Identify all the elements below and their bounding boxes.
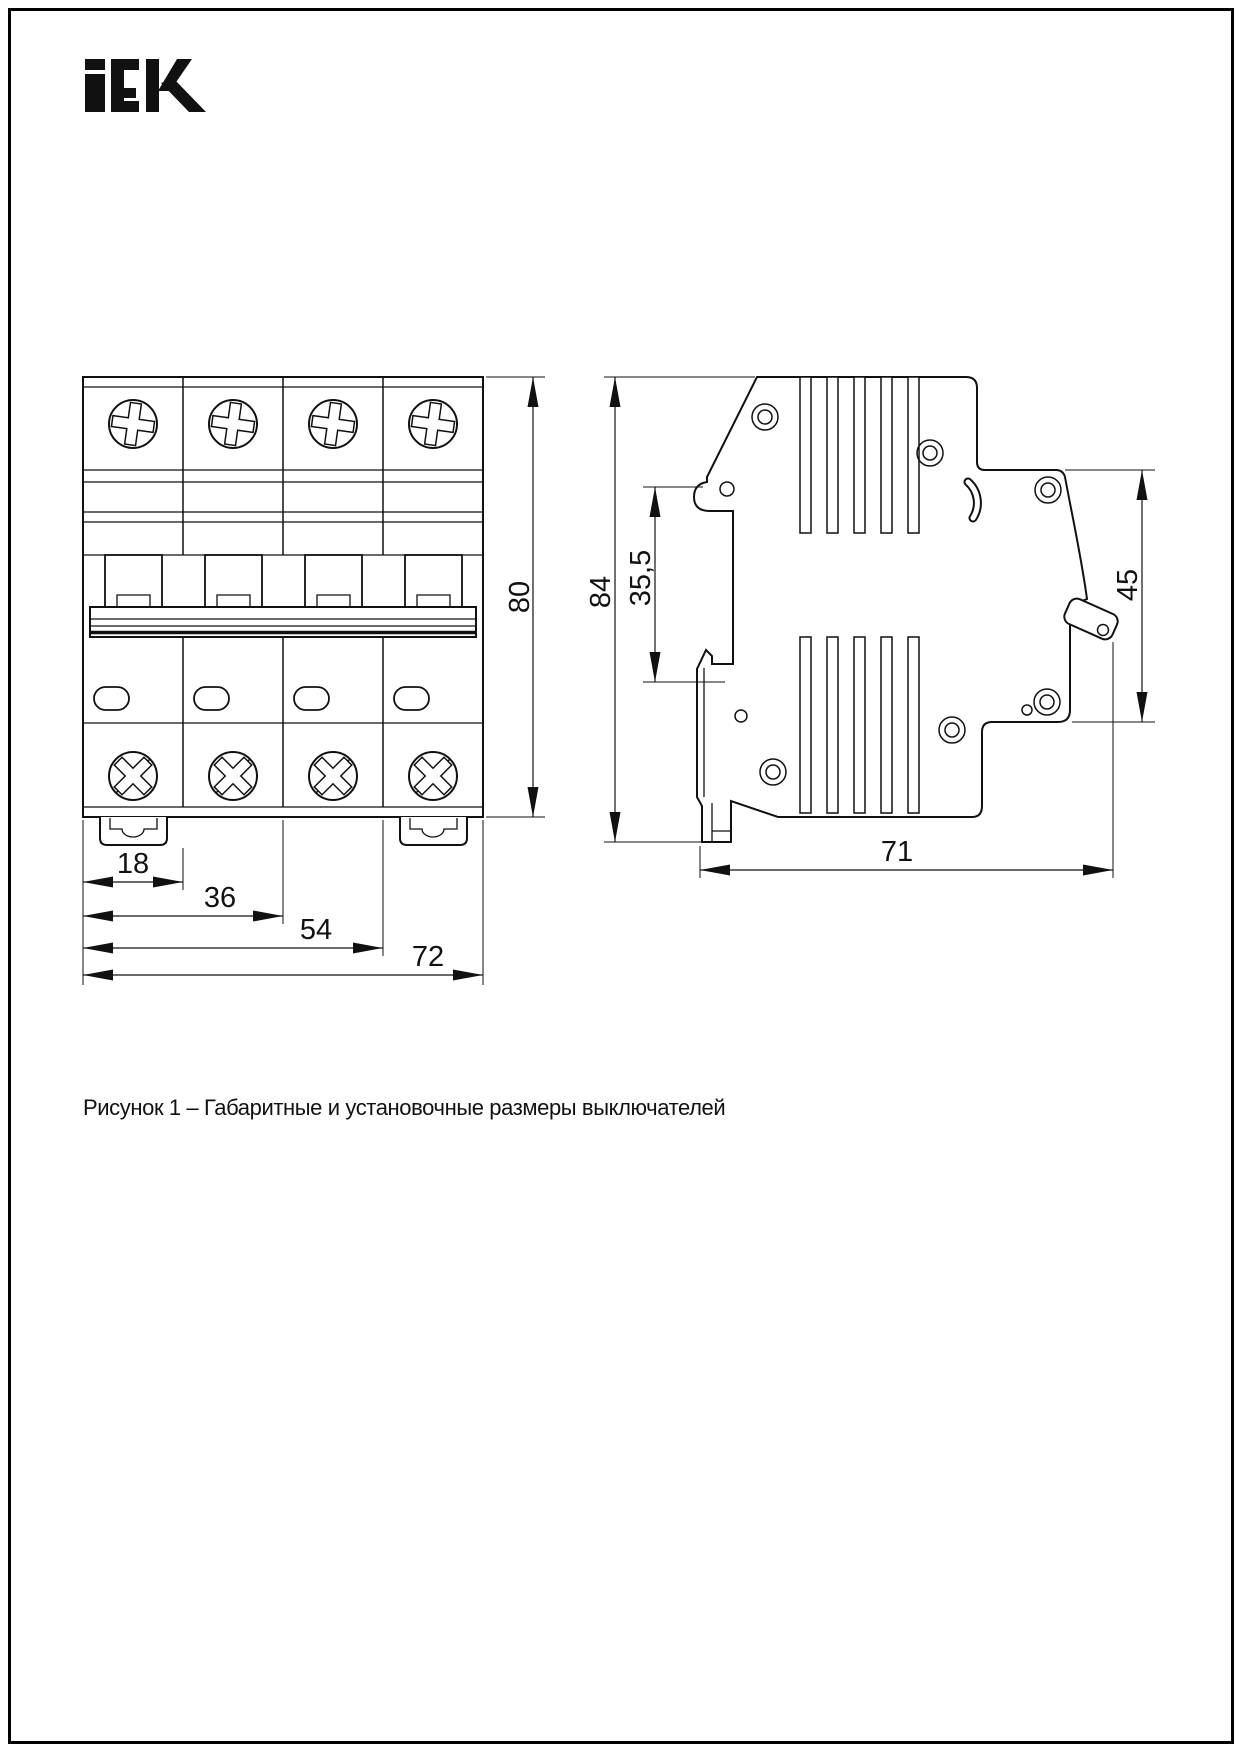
dim-label-54: 54 xyxy=(299,914,333,946)
dim-label-18: 18 xyxy=(116,848,150,880)
dim-label-71: 71 xyxy=(880,836,914,868)
front-view xyxy=(83,377,545,985)
dim-label-72: 72 xyxy=(411,941,445,973)
dim-label-35-5: 35,5 xyxy=(625,549,657,607)
dim-label-80: 80 xyxy=(504,580,536,614)
dim-label-45: 45 xyxy=(1112,568,1144,602)
handle-tie-bar xyxy=(90,607,476,637)
dim-label-36: 36 xyxy=(203,882,237,914)
figure-caption: Рисунок 1 – Габаритные и установочные размеры выключателей xyxy=(83,1095,726,1120)
side-view xyxy=(585,377,1155,878)
dim-label-84: 84 xyxy=(585,575,617,609)
